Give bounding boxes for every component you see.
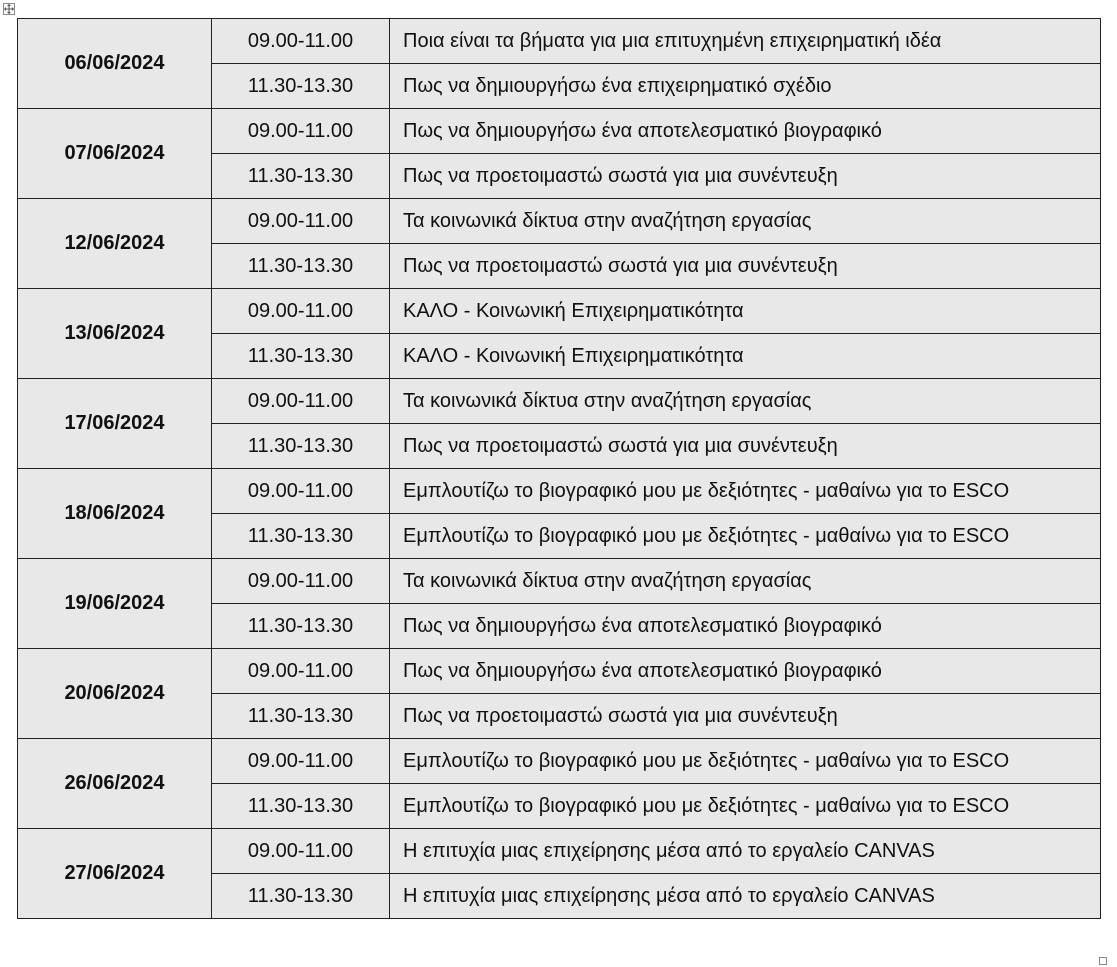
date-cell: 26/06/2024: [18, 739, 212, 829]
schedule-table: [17, 18, 1101, 919]
time-cell: 11.30-13.30: [212, 784, 390, 829]
topic-cell: Εμπλουτίζω το βιογραφικό μου με δεξιότητες - μαθαίνω για το ESCO: [390, 514, 1101, 559]
time-cell: 11.30-13.30: [212, 334, 390, 379]
topic-cell: Ποια είναι τα βήματα για μια επιτυχημένη επιχειρηματική ιδέα: [390, 19, 1101, 64]
topic-cell: Πως να δημιουργήσω ένα αποτελεσματικό βιογραφικό: [390, 604, 1101, 649]
time-cell: 09.00-11.00: [212, 289, 390, 334]
time-cell: 09.00-11.00: [212, 829, 390, 874]
date-cell: 19/06/2024: [18, 559, 212, 649]
topic-cell: Εμπλουτίζω το βιογραφικό μου με δεξιότητες - μαθαίνω για το ESCO: [390, 739, 1101, 784]
time-cell: 11.30-13.30: [212, 514, 390, 559]
table-row: [18, 19, 1101, 64]
topic-cell: Τα κοινωνικά δίκτυα στην αναζήτηση εργασίας: [390, 379, 1101, 424]
time-cell: 11.30-13.30: [212, 874, 390, 919]
date-cell: 17/06/2024: [18, 379, 212, 469]
topic-cell: Η επιτυχία μιας επιχείρησης μέσα από το εργαλείο CANVAS: [390, 829, 1101, 874]
time-cell: 11.30-13.30: [212, 154, 390, 199]
time-cell: 09.00-11.00: [212, 379, 390, 424]
topic-cell: Πως να δημιουργήσω ένα επιχειρηματικό σχέδιο: [390, 64, 1101, 109]
topic-cell: Πως να προετοιμαστώ σωστά για μια συνέντευξη: [390, 424, 1101, 469]
time-cell: 11.30-13.30: [212, 64, 390, 109]
date-cell: 27/06/2024: [18, 829, 212, 919]
time-cell: 11.30-13.30: [212, 244, 390, 289]
topic-cell: Η επιτυχία μιας επιχείρησης μέσα από το εργαλείο CANVAS: [390, 874, 1101, 919]
time-cell: 09.00-11.00: [212, 469, 390, 514]
table-row: [18, 829, 1101, 874]
table-row: [18, 379, 1101, 424]
date-cell: 12/06/2024: [18, 199, 212, 289]
topic-cell: ΚΑΛΟ - Κοινωνική Επιχειρηματικότητα: [390, 334, 1101, 379]
table-move-icon[interactable]: [3, 3, 15, 15]
topic-cell: Πως να προετοιμαστώ σωστά για μια συνέντευξη: [390, 244, 1101, 289]
time-cell: 09.00-11.00: [212, 649, 390, 694]
table-row: [18, 649, 1101, 694]
date-cell: 18/06/2024: [18, 469, 212, 559]
time-cell: 11.30-13.30: [212, 424, 390, 469]
table-row: [18, 109, 1101, 154]
topic-cell: Εμπλουτίζω το βιογραφικό μου με δεξιότητες - μαθαίνω για το ESCO: [390, 469, 1101, 514]
table-row: [18, 289, 1101, 334]
topic-cell: Πως να δημιουργήσω ένα αποτελεσματικό βιογραφικό: [390, 649, 1101, 694]
topic-cell: Τα κοινωνικά δίκτυα στην αναζήτηση εργασίας: [390, 559, 1101, 604]
time-cell: 09.00-11.00: [212, 559, 390, 604]
time-cell: 09.00-11.00: [212, 19, 390, 64]
date-cell: 06/06/2024: [18, 19, 212, 109]
topic-cell: Πως να δημιουργήσω ένα αποτελεσματικό βιογραφικό: [390, 109, 1101, 154]
topic-cell: Πως να προετοιμαστώ σωστά για μια συνέντευξη: [390, 154, 1101, 199]
schedule-table-body: [18, 19, 1101, 919]
time-cell: 11.30-13.30: [212, 694, 390, 739]
date-cell: 07/06/2024: [18, 109, 212, 199]
time-cell: 09.00-11.00: [212, 199, 390, 244]
topic-cell: Εμπλουτίζω το βιογραφικό μου με δεξιότητες - μαθαίνω για το ESCO: [390, 784, 1101, 829]
topic-cell: Τα κοινωνικά δίκτυα στην αναζήτηση εργασίας: [390, 199, 1101, 244]
topic-cell: ΚΑΛΟ - Κοινωνική Επιχειρηματικότητα: [390, 289, 1101, 334]
time-cell: 09.00-11.00: [212, 739, 390, 784]
table-row: [18, 559, 1101, 604]
table-row: [18, 469, 1101, 514]
date-cell: 13/06/2024: [18, 289, 212, 379]
table-resize-icon[interactable]: [1099, 957, 1107, 965]
table-row: [18, 739, 1101, 784]
date-cell: 20/06/2024: [18, 649, 212, 739]
topic-cell: Πως να προετοιμαστώ σωστά για μια συνέντευξη: [390, 694, 1101, 739]
table-row: [18, 199, 1101, 244]
time-cell: 09.00-11.00: [212, 109, 390, 154]
time-cell: 11.30-13.30: [212, 604, 390, 649]
